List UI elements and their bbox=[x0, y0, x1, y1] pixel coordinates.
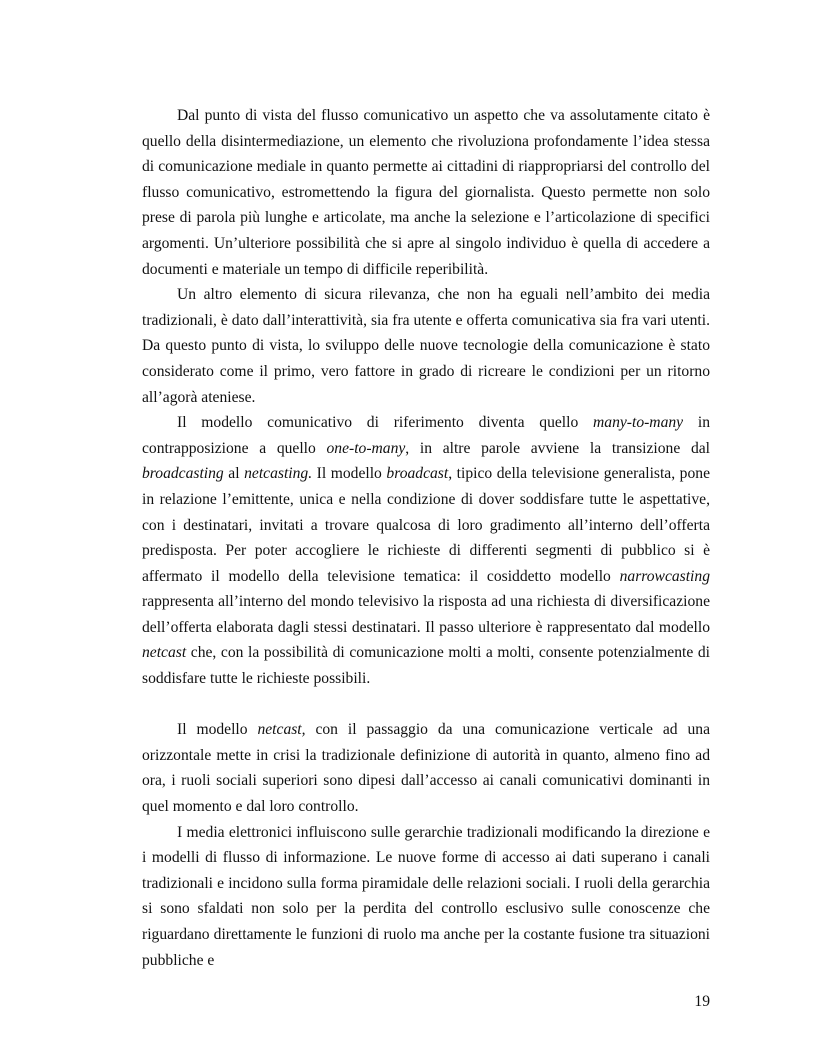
italic-term: narrowcasting bbox=[619, 567, 710, 585]
paragraph-5 bbox=[142, 820, 710, 974]
paragraph-1 bbox=[142, 103, 710, 282]
body-text bbox=[142, 103, 710, 973]
italic-term: one-to-many bbox=[326, 439, 406, 457]
paragraph-2 bbox=[142, 282, 710, 410]
text-run: in contrapposizione a quello bbox=[142, 414, 710, 457]
italic-term: netcast, bbox=[257, 721, 306, 739]
text-run: Il modello comunicativo di riferimento diventa quello bbox=[177, 414, 594, 432]
italic-term: many-to-many bbox=[593, 414, 684, 432]
italic-term: netcast bbox=[142, 644, 187, 662]
paragraph-4 bbox=[142, 717, 710, 819]
text-run: Il modello bbox=[312, 465, 387, 483]
text-run: Un altro elemento di sicura rilevanza, che non ha eguali nell’ambito dei media tradizionali, è dato dall’interattività, sia fra utente e offerta comunicativa sia fra vari utenti. Da questo punto di vista, lo sviluppo delle nuove tecnologie della comunicazione è stato considerato come il primo, vero fattore in grado di ricreare le condizioni per un ritorno all’agorà ateniese. bbox=[142, 286, 710, 406]
text-run: , tipico della televisione generalista, pone in relazione l’emittente, unica e nella condizione di dover soddisfare tutte le aspettative, con i destinatari, invitati a trovare qualcosa di loro gradimento all’interno dell’offerta predisposta. Per poter accogliere le richieste di differenti segmenti di pubblico si è affermato il modello della televisione tematica: il cosiddetto modello bbox=[142, 465, 710, 585]
page-number: 19 bbox=[694, 993, 710, 1010]
italic-term: broadcasting bbox=[142, 465, 224, 483]
text-run: al bbox=[223, 465, 245, 483]
italic-term: broadcast bbox=[386, 465, 449, 483]
italic-term: netcasting. bbox=[244, 465, 313, 483]
text-run: Il modello bbox=[177, 721, 258, 739]
text-run: Dal punto di vista del flusso comunicativo un aspetto che va assolutamente citato è quello della disintermediazione, un elemento che rivoluziona profondamente l’idea stessa di comunicazione mediale in quanto permette ai cittadini di riappropriarsi del controllo del flusso comunicativo, estromettendo la figura del giornalista. Questo permette non solo prese di parola più lunghe e articolate, ma anche la selezione e l’articolazione di specifici argomenti. Un’ulteriore possibilità che si apre al singolo individuo è quella di accedere a documenti e materiale un tempo di difficile reperibilità. bbox=[142, 107, 710, 278]
text-run: , in altre parole avviene la transizione dal bbox=[405, 439, 710, 457]
text-run: rappresenta all’interno del mondo televisivo la risposta ad una richiesta di diversificazione dell’offerta elaborata dagli stessi destinatari. Il passo ulteriore è rappresentato dal modello bbox=[142, 593, 710, 636]
text-run: I media elettronici influiscono sulle gerarchie tradizionali modificando la direzione e i modelli di flusso di informazione. Le nuove forme di accesso ai dati superano i canali tradizionali e incidono sulla forma piramidale delle relazioni sociali. I ruoli della gerarchia si sono sfaldati non solo per la perdita del controllo esclusivo sulle conoscenze che riguardano direttamente le funzioni di ruolo ma anche per la costante fusione tra situazioni pubbliche e bbox=[142, 823, 710, 969]
paragraph-3 bbox=[142, 410, 710, 692]
text-run: con il passaggio da una comunicazione verticale ad una orizzontale mette in crisi la tradizionale definizione di autorità in quanto, almeno fino ad ora, i ruoli sociali superiori sono dipesi dall’accesso ai canali comunicativi dominanti in quel momento e dal loro controllo. bbox=[142, 721, 710, 816]
text-run: che, con la possibilità di comunicazione molti a molti, consente potenzialmente di soddisfare tutte le richieste possibili. bbox=[142, 644, 710, 688]
